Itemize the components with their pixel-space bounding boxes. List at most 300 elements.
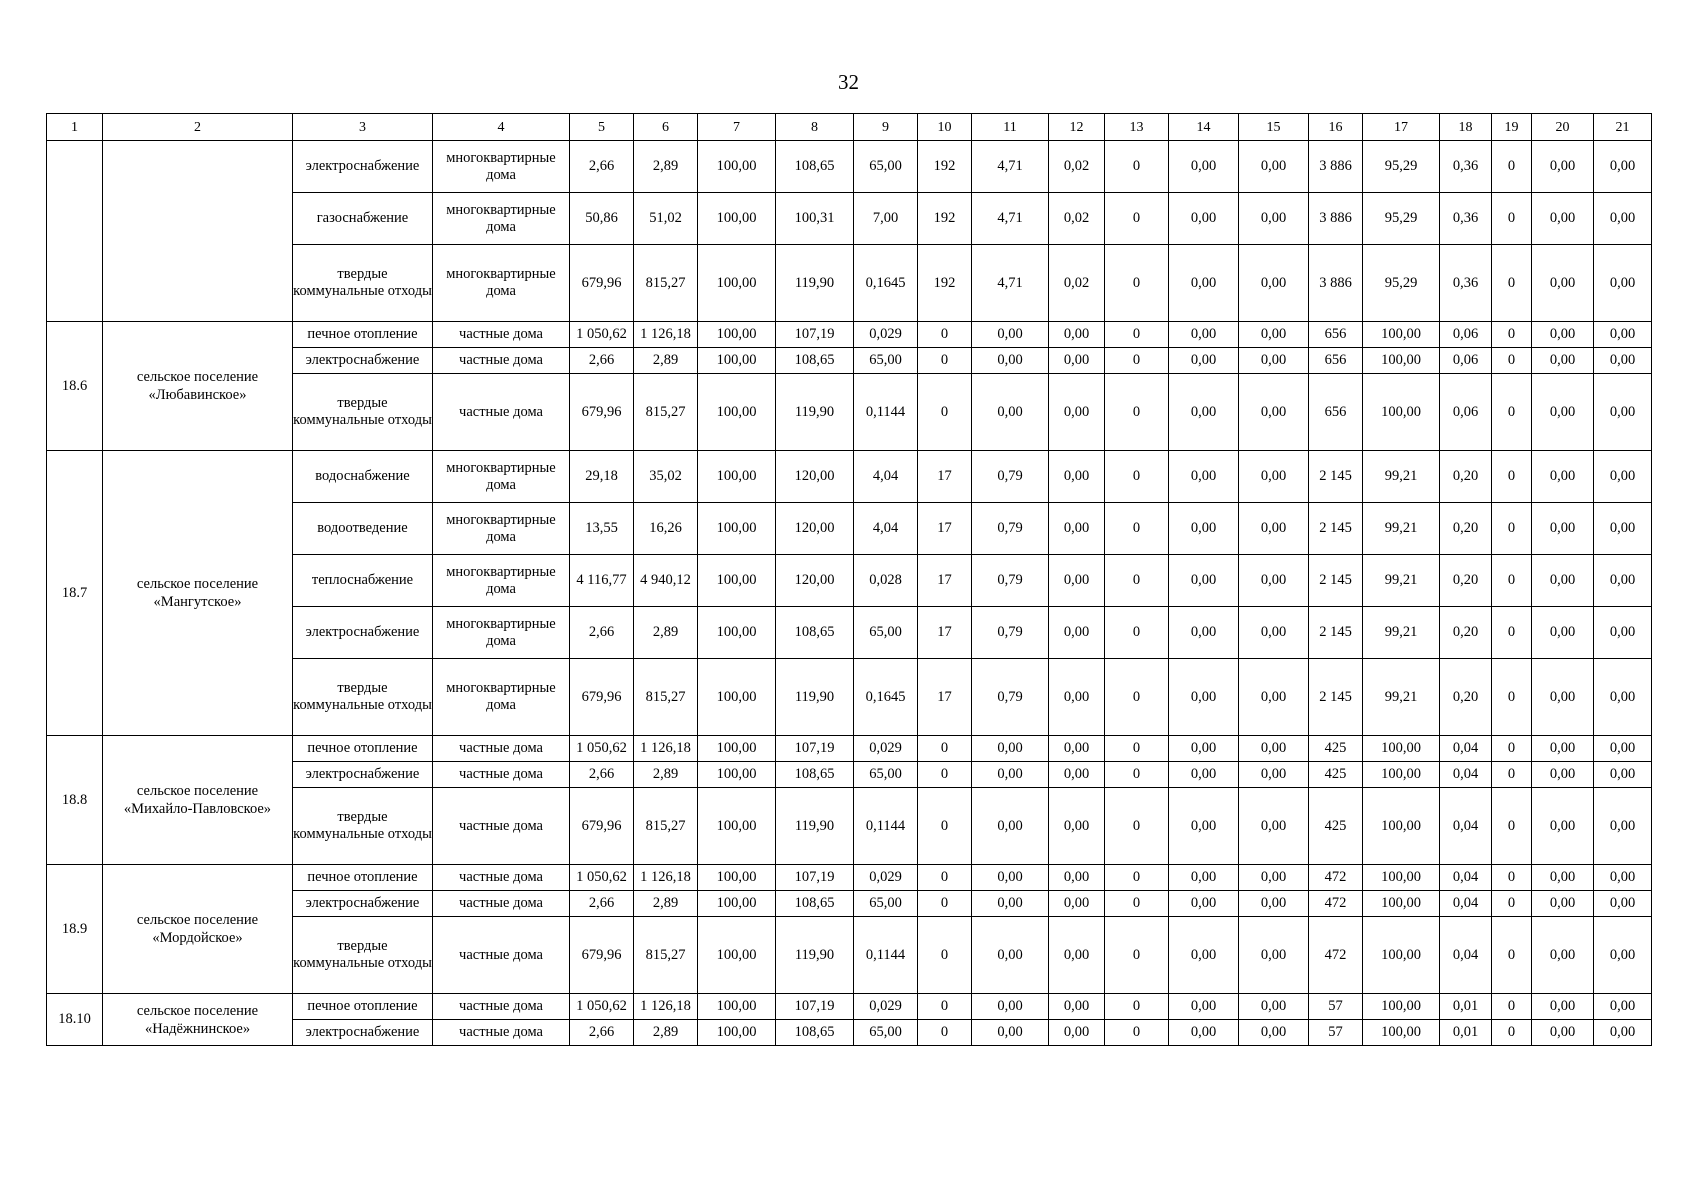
housing-type: частные дома xyxy=(433,736,570,762)
value-cell: 0,1144 xyxy=(854,374,918,451)
value-cell: 16,26 xyxy=(634,503,698,555)
service-type: электроснабжение xyxy=(293,141,433,193)
value-cell: 0 xyxy=(1492,865,1532,891)
value-cell: 0 xyxy=(1105,1020,1169,1046)
value-cell: 0,00 xyxy=(1239,322,1309,348)
value-cell: 0,00 xyxy=(972,788,1049,865)
service-type: электроснабжение xyxy=(293,1020,433,1046)
value-cell: 815,27 xyxy=(634,788,698,865)
value-cell: 0,029 xyxy=(854,994,918,1020)
column-number-10: 10 xyxy=(918,114,972,141)
value-cell: 0,00 xyxy=(1239,607,1309,659)
settlement-name: сельское поселение «Любавинское» xyxy=(103,322,293,451)
value-cell: 0,00 xyxy=(972,736,1049,762)
service-type: твердые коммунальные отходы xyxy=(293,788,433,865)
value-cell: 0,00 xyxy=(1239,451,1309,503)
value-cell: 100,00 xyxy=(698,193,776,245)
value-cell: 0 xyxy=(1492,503,1532,555)
value-cell: 50,86 xyxy=(570,193,634,245)
housing-type: частные дома xyxy=(433,1020,570,1046)
value-cell: 0,1645 xyxy=(854,659,918,736)
value-cell: 2,89 xyxy=(634,891,698,917)
value-cell: 0,00 xyxy=(1169,917,1239,994)
service-type: печное отопление xyxy=(293,865,433,891)
service-type: твердые коммунальные отходы xyxy=(293,374,433,451)
value-cell: 0,00 xyxy=(1594,659,1652,736)
value-cell: 2 145 xyxy=(1309,451,1363,503)
service-type: теплоснабжение xyxy=(293,555,433,607)
value-cell: 0,028 xyxy=(854,555,918,607)
value-cell: 2 145 xyxy=(1309,503,1363,555)
value-cell: 0,00 xyxy=(1532,865,1594,891)
value-cell: 0,00 xyxy=(1239,659,1309,736)
value-cell: 1 050,62 xyxy=(570,994,634,1020)
value-cell: 0,029 xyxy=(854,865,918,891)
value-cell: 1 050,62 xyxy=(570,736,634,762)
value-cell: 0 xyxy=(1492,891,1532,917)
value-cell: 2,89 xyxy=(634,762,698,788)
value-cell: 0 xyxy=(918,891,972,917)
column-number-9: 9 xyxy=(854,114,918,141)
value-cell: 100,00 xyxy=(1363,788,1440,865)
value-cell: 0,04 xyxy=(1440,891,1492,917)
value-cell: 0 xyxy=(918,788,972,865)
value-cell: 0,00 xyxy=(972,917,1049,994)
header-row xyxy=(47,114,1652,141)
value-cell: 0,00 xyxy=(1532,503,1594,555)
value-cell: 0 xyxy=(1105,994,1169,1020)
value-cell: 0,00 xyxy=(1169,503,1239,555)
value-cell: 120,00 xyxy=(776,451,854,503)
value-cell: 815,27 xyxy=(634,659,698,736)
value-cell: 0 xyxy=(1492,555,1532,607)
value-cell: 472 xyxy=(1309,891,1363,917)
column-number-8: 8 xyxy=(776,114,854,141)
housing-type: частные дома xyxy=(433,374,570,451)
value-cell: 0 xyxy=(918,374,972,451)
housing-type: многоквартирные дома xyxy=(433,659,570,736)
value-cell: 0 xyxy=(1105,322,1169,348)
row-number: 18.10 xyxy=(47,994,103,1046)
value-cell: 107,19 xyxy=(776,865,854,891)
value-cell: 95,29 xyxy=(1363,141,1440,193)
value-cell: 0,00 xyxy=(972,891,1049,917)
value-cell: 2,66 xyxy=(570,762,634,788)
value-cell: 2 145 xyxy=(1309,555,1363,607)
value-cell: 0 xyxy=(1105,659,1169,736)
value-cell: 0 xyxy=(1105,865,1169,891)
value-cell: 0,00 xyxy=(1049,891,1105,917)
value-cell: 1 050,62 xyxy=(570,865,634,891)
value-cell: 0,00 xyxy=(1169,659,1239,736)
value-cell: 0 xyxy=(1492,994,1532,1020)
value-cell: 0 xyxy=(918,762,972,788)
value-cell: 0 xyxy=(1492,762,1532,788)
value-cell: 0,00 xyxy=(1049,374,1105,451)
service-type: электроснабжение xyxy=(293,348,433,374)
column-number-4: 4 xyxy=(433,114,570,141)
value-cell: 1 126,18 xyxy=(634,865,698,891)
value-cell: 0,00 xyxy=(1594,788,1652,865)
value-cell: 100,00 xyxy=(698,245,776,322)
value-cell: 0 xyxy=(918,865,972,891)
column-number-7: 7 xyxy=(698,114,776,141)
column-number-2: 2 xyxy=(103,114,293,141)
value-cell: 0 xyxy=(1492,348,1532,374)
value-cell: 108,65 xyxy=(776,141,854,193)
value-cell: 65,00 xyxy=(854,141,918,193)
value-cell: 679,96 xyxy=(570,245,634,322)
value-cell: 0,06 xyxy=(1440,322,1492,348)
settlement-name: сельское поселение «Михайло-Павловское» xyxy=(103,736,293,865)
housing-type: многоквартирные дома xyxy=(433,193,570,245)
value-cell: 0,00 xyxy=(972,762,1049,788)
value-cell: 17 xyxy=(918,607,972,659)
housing-type: частные дома xyxy=(433,322,570,348)
value-cell: 0,00 xyxy=(972,374,1049,451)
value-cell: 100,00 xyxy=(698,1020,776,1046)
value-cell: 0,20 xyxy=(1440,659,1492,736)
service-type: электроснабжение xyxy=(293,891,433,917)
value-cell: 0,36 xyxy=(1440,193,1492,245)
value-cell: 192 xyxy=(918,193,972,245)
value-cell: 0,20 xyxy=(1440,555,1492,607)
housing-type: частные дома xyxy=(433,994,570,1020)
service-type: водоснабжение xyxy=(293,451,433,503)
value-cell: 100,00 xyxy=(698,891,776,917)
value-cell: 100,31 xyxy=(776,193,854,245)
value-cell: 57 xyxy=(1309,994,1363,1020)
value-cell: 0,00 xyxy=(1049,322,1105,348)
value-cell: 815,27 xyxy=(634,917,698,994)
value-cell: 99,21 xyxy=(1363,451,1440,503)
value-cell: 4 116,77 xyxy=(570,555,634,607)
column-number-5: 5 xyxy=(570,114,634,141)
value-cell: 0 xyxy=(918,348,972,374)
value-cell: 679,96 xyxy=(570,659,634,736)
column-number-13: 13 xyxy=(1105,114,1169,141)
value-cell: 425 xyxy=(1309,762,1363,788)
value-cell: 1 050,62 xyxy=(570,322,634,348)
value-cell: 100,00 xyxy=(1363,865,1440,891)
housing-type: многоквартирные дома xyxy=(433,451,570,503)
value-cell: 0,00 xyxy=(1049,865,1105,891)
value-cell: 17 xyxy=(918,451,972,503)
value-cell: 2,89 xyxy=(634,348,698,374)
value-cell: 0,00 xyxy=(972,994,1049,1020)
value-cell: 17 xyxy=(918,503,972,555)
housing-type: многоквартирные дома xyxy=(433,245,570,322)
value-cell: 0,00 xyxy=(1594,1020,1652,1046)
value-cell: 0,00 xyxy=(1239,891,1309,917)
value-cell: 3 886 xyxy=(1309,245,1363,322)
value-cell: 0 xyxy=(1105,503,1169,555)
value-cell: 0,00 xyxy=(1239,141,1309,193)
settlement-name: сельское поселение «Мордойское» xyxy=(103,865,293,994)
value-cell: 2,66 xyxy=(570,1020,634,1046)
value-cell: 0 xyxy=(1492,374,1532,451)
value-cell: 2,89 xyxy=(634,607,698,659)
column-number-1: 1 xyxy=(47,114,103,141)
value-cell: 472 xyxy=(1309,917,1363,994)
value-cell: 100,00 xyxy=(698,865,776,891)
value-cell: 0,00 xyxy=(1239,503,1309,555)
value-cell: 0,04 xyxy=(1440,917,1492,994)
value-cell: 99,21 xyxy=(1363,607,1440,659)
value-cell: 100,00 xyxy=(1363,736,1440,762)
value-cell: 0 xyxy=(918,322,972,348)
value-cell: 0,00 xyxy=(1239,348,1309,374)
value-cell: 0,00 xyxy=(1239,555,1309,607)
value-cell: 0,00 xyxy=(1049,762,1105,788)
table-row xyxy=(47,736,1652,762)
value-cell: 0,79 xyxy=(972,451,1049,503)
value-cell: 0 xyxy=(918,736,972,762)
value-cell: 4 940,12 xyxy=(634,555,698,607)
value-cell: 0,02 xyxy=(1049,193,1105,245)
service-type: газоснабжение xyxy=(293,193,433,245)
value-cell: 0,00 xyxy=(1239,994,1309,1020)
value-cell: 3 886 xyxy=(1309,141,1363,193)
value-cell: 100,00 xyxy=(698,348,776,374)
housing-type: многоквартирные дома xyxy=(433,503,570,555)
value-cell: 0,00 xyxy=(1532,451,1594,503)
value-cell: 0 xyxy=(1105,762,1169,788)
value-cell: 99,21 xyxy=(1363,659,1440,736)
column-number-12: 12 xyxy=(1049,114,1105,141)
value-cell: 0,00 xyxy=(1594,451,1652,503)
housing-type: многоквартирные дома xyxy=(433,141,570,193)
value-cell: 0 xyxy=(1492,659,1532,736)
data-table xyxy=(46,113,1652,1046)
housing-type: частные дома xyxy=(433,788,570,865)
value-cell: 0,36 xyxy=(1440,245,1492,322)
value-cell: 0,06 xyxy=(1440,348,1492,374)
value-cell: 0 xyxy=(1105,451,1169,503)
page-number: 32 xyxy=(838,70,859,94)
value-cell: 0 xyxy=(1492,245,1532,322)
value-cell: 0,00 xyxy=(1532,917,1594,994)
value-cell: 0,04 xyxy=(1440,865,1492,891)
value-cell: 0 xyxy=(1492,451,1532,503)
value-cell: 0,00 xyxy=(1594,607,1652,659)
value-cell: 2,66 xyxy=(570,891,634,917)
value-cell: 35,02 xyxy=(634,451,698,503)
column-number-21: 21 xyxy=(1594,114,1652,141)
value-cell: 0,00 xyxy=(1049,917,1105,994)
value-cell: 0,00 xyxy=(1532,374,1594,451)
value-cell: 0,00 xyxy=(1169,322,1239,348)
value-cell: 0,00 xyxy=(1049,348,1105,374)
value-cell: 108,65 xyxy=(776,348,854,374)
value-cell: 0,00 xyxy=(1239,245,1309,322)
housing-type: частные дома xyxy=(433,891,570,917)
value-cell: 0 xyxy=(1105,193,1169,245)
value-cell: 4,04 xyxy=(854,503,918,555)
value-cell: 0 xyxy=(1492,917,1532,994)
value-cell: 4,71 xyxy=(972,141,1049,193)
service-type: электроснабжение xyxy=(293,607,433,659)
settlement-name: сельское поселение «Надёжнинское» xyxy=(103,994,293,1046)
value-cell: 0,00 xyxy=(1239,788,1309,865)
value-cell: 0,06 xyxy=(1440,374,1492,451)
value-cell: 0,00 xyxy=(1239,762,1309,788)
table-row xyxy=(47,451,1652,503)
value-cell: 0,00 xyxy=(1532,193,1594,245)
value-cell: 0,02 xyxy=(1049,141,1105,193)
value-cell: 0,00 xyxy=(1169,245,1239,322)
value-cell: 100,00 xyxy=(1363,348,1440,374)
value-cell: 0,36 xyxy=(1440,141,1492,193)
value-cell: 17 xyxy=(918,555,972,607)
table-row xyxy=(47,994,1652,1020)
value-cell: 0,00 xyxy=(1532,659,1594,736)
value-cell: 0,00 xyxy=(1594,374,1652,451)
value-cell: 119,90 xyxy=(776,788,854,865)
value-cell: 0,00 xyxy=(1049,788,1105,865)
value-cell: 2,66 xyxy=(570,141,634,193)
value-cell: 0 xyxy=(1492,141,1532,193)
value-cell: 0,20 xyxy=(1440,607,1492,659)
value-cell: 119,90 xyxy=(776,917,854,994)
value-cell: 0,00 xyxy=(1594,193,1652,245)
value-cell: 0,20 xyxy=(1440,503,1492,555)
column-number-3: 3 xyxy=(293,114,433,141)
value-cell: 0,00 xyxy=(1532,891,1594,917)
value-cell: 7,00 xyxy=(854,193,918,245)
value-cell: 0 xyxy=(1105,788,1169,865)
value-cell: 0 xyxy=(1492,736,1532,762)
settlement-name xyxy=(103,141,293,322)
value-cell: 0 xyxy=(1105,374,1169,451)
value-cell: 0,00 xyxy=(1049,1020,1105,1046)
value-cell: 0,00 xyxy=(1169,141,1239,193)
value-cell: 100,00 xyxy=(1363,917,1440,994)
value-cell: 0,00 xyxy=(1594,141,1652,193)
value-cell: 0 xyxy=(1105,141,1169,193)
value-cell: 679,96 xyxy=(570,788,634,865)
value-cell: 425 xyxy=(1309,788,1363,865)
value-cell: 107,19 xyxy=(776,994,854,1020)
value-cell: 0,79 xyxy=(972,555,1049,607)
value-cell: 0,00 xyxy=(1594,555,1652,607)
value-cell: 0,00 xyxy=(1594,736,1652,762)
value-cell: 0,00 xyxy=(1594,245,1652,322)
value-cell: 0 xyxy=(1105,891,1169,917)
value-cell: 0,00 xyxy=(1049,994,1105,1020)
value-cell: 17 xyxy=(918,659,972,736)
value-cell: 1 126,18 xyxy=(634,322,698,348)
value-cell: 0,00 xyxy=(1049,607,1105,659)
column-number-16: 16 xyxy=(1309,114,1363,141)
service-type: твердые коммунальные отходы xyxy=(293,917,433,994)
value-cell: 65,00 xyxy=(854,348,918,374)
value-cell: 100,00 xyxy=(698,141,776,193)
service-type: твердые коммунальные отходы xyxy=(293,659,433,736)
value-cell: 0,00 xyxy=(1169,374,1239,451)
value-cell: 29,18 xyxy=(570,451,634,503)
value-cell: 0,00 xyxy=(1169,451,1239,503)
value-cell: 108,65 xyxy=(776,607,854,659)
value-cell: 0,00 xyxy=(1594,917,1652,994)
value-cell: 65,00 xyxy=(854,607,918,659)
value-cell: 0,00 xyxy=(1532,788,1594,865)
value-cell: 0,00 xyxy=(972,1020,1049,1046)
service-type: печное отопление xyxy=(293,994,433,1020)
value-cell: 107,19 xyxy=(776,322,854,348)
value-cell: 0,20 xyxy=(1440,451,1492,503)
value-cell: 57 xyxy=(1309,1020,1363,1046)
value-cell: 0 xyxy=(1492,607,1532,659)
value-cell: 0,04 xyxy=(1440,762,1492,788)
value-cell: 0,00 xyxy=(1594,994,1652,1020)
value-cell: 0 xyxy=(1105,917,1169,994)
housing-type: многоквартирные дома xyxy=(433,555,570,607)
value-cell: 0 xyxy=(1105,736,1169,762)
value-cell: 100,00 xyxy=(698,322,776,348)
value-cell: 99,21 xyxy=(1363,555,1440,607)
value-cell: 65,00 xyxy=(854,1020,918,1046)
value-cell: 0,00 xyxy=(1532,762,1594,788)
value-cell: 2 145 xyxy=(1309,607,1363,659)
value-cell: 0,79 xyxy=(972,503,1049,555)
value-cell: 0,04 xyxy=(1440,788,1492,865)
value-cell: 0,00 xyxy=(1532,736,1594,762)
value-cell: 2,66 xyxy=(570,607,634,659)
value-cell: 119,90 xyxy=(776,659,854,736)
value-cell: 0,1144 xyxy=(854,917,918,994)
value-cell: 108,65 xyxy=(776,762,854,788)
value-cell: 0,00 xyxy=(1532,555,1594,607)
service-type: печное отопление xyxy=(293,322,433,348)
value-cell: 100,00 xyxy=(698,917,776,994)
value-cell: 100,00 xyxy=(698,994,776,1020)
value-cell: 2,89 xyxy=(634,1020,698,1046)
value-cell: 0 xyxy=(1492,788,1532,865)
value-cell: 2 145 xyxy=(1309,659,1363,736)
value-cell: 0,00 xyxy=(972,865,1049,891)
value-cell: 0,00 xyxy=(1169,1020,1239,1046)
value-cell: 0,00 xyxy=(972,348,1049,374)
value-cell: 679,96 xyxy=(570,917,634,994)
service-type: электроснабжение xyxy=(293,762,433,788)
value-cell: 95,29 xyxy=(1363,193,1440,245)
column-number-15: 15 xyxy=(1239,114,1309,141)
value-cell: 100,00 xyxy=(1363,994,1440,1020)
value-cell: 100,00 xyxy=(698,451,776,503)
value-cell: 0,02 xyxy=(1049,245,1105,322)
row-number xyxy=(47,141,103,322)
value-cell: 656 xyxy=(1309,322,1363,348)
value-cell: 0 xyxy=(918,917,972,994)
value-cell: 0,00 xyxy=(1239,374,1309,451)
value-cell: 120,00 xyxy=(776,503,854,555)
service-type: твердые коммунальные отходы xyxy=(293,245,433,322)
row-number: 18.8 xyxy=(47,736,103,865)
value-cell: 100,00 xyxy=(1363,374,1440,451)
value-cell: 0 xyxy=(1105,245,1169,322)
value-cell: 0,79 xyxy=(972,659,1049,736)
value-cell: 0,00 xyxy=(1239,917,1309,994)
value-cell: 100,00 xyxy=(698,762,776,788)
value-cell: 65,00 xyxy=(854,762,918,788)
value-cell: 0,00 xyxy=(1594,322,1652,348)
value-cell: 119,90 xyxy=(776,374,854,451)
value-cell: 0,00 xyxy=(1239,193,1309,245)
value-cell: 0,00 xyxy=(1169,348,1239,374)
row-number: 18.6 xyxy=(47,322,103,451)
value-cell: 51,02 xyxy=(634,193,698,245)
